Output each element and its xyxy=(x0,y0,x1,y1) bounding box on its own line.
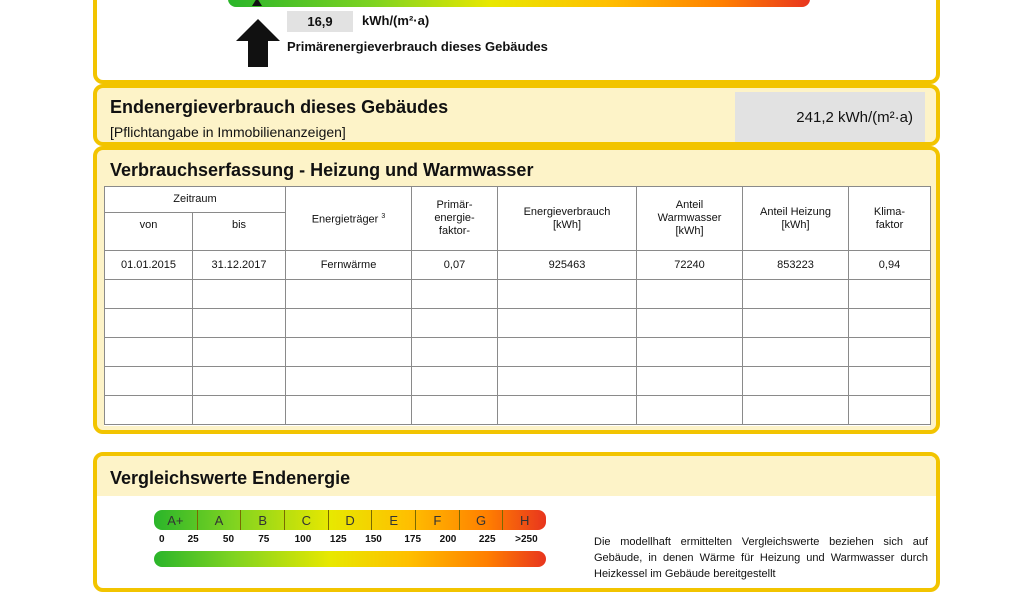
end-energy-value xyxy=(735,92,925,142)
header-klima-line2: faktor xyxy=(875,218,904,231)
end-energy-title: Endenergieverbrauch dieses Gebäudes xyxy=(110,97,449,117)
cell-primaerfaktor: 0,07 xyxy=(412,251,498,280)
end-energy-panel xyxy=(93,84,940,146)
scale-tick: 175 xyxy=(404,534,422,545)
header-zeitraum: Zeitraum xyxy=(105,187,286,213)
cell-klimafaktor: 0,94 xyxy=(849,251,931,280)
header-anteil-ww-line2: Warmwasser xyxy=(657,212,722,224)
class-label: A xyxy=(198,510,242,530)
header-primaerenergiefaktor xyxy=(412,187,498,251)
cell-bis: 31.12.2017 xyxy=(193,251,286,280)
up-arrow-icon xyxy=(236,19,280,67)
scale-tick: >250 xyxy=(515,534,538,545)
header-bis: bis xyxy=(193,213,286,251)
consumption-table-wrap xyxy=(104,186,930,426)
table-row xyxy=(105,251,931,280)
class-label: D xyxy=(329,510,373,530)
cell-anteil-warmwasser: 72240 xyxy=(637,251,743,280)
cell-anteil-heizung: 853223 xyxy=(743,251,849,280)
comparison-panel xyxy=(93,452,940,592)
header-von: von xyxy=(105,213,193,251)
header-anteil-heizung xyxy=(743,187,849,251)
comparison-description: Die modellhaft ermittelten Vergleichswerte beziehen sich auf Gebäude, in denen Wärme für Heizung und Warmwasser durch Heizkessel im Gebäude bereitgestellt xyxy=(594,536,928,580)
scale-tick: 150 xyxy=(365,534,382,545)
comparison-header xyxy=(97,456,936,496)
cell-energieverbrauch: 925463 xyxy=(498,251,637,280)
class-label: G xyxy=(460,510,504,530)
header-primaer-line1: Primär- xyxy=(436,199,473,211)
cell-energietraeger: Fernwärme xyxy=(286,251,412,280)
class-label: E xyxy=(372,510,416,530)
scale-tick: 25 xyxy=(187,534,199,545)
header-anteil-heizung-line2: [kWh] xyxy=(781,218,810,231)
end-energy-subtitle: [Pflichtangabe in Immobilienanzeigen] xyxy=(110,124,346,140)
header-energieverbrauch-line2: [kWh] xyxy=(552,218,582,231)
header-energieverbrauch-line1: Energieverbrauch xyxy=(523,205,611,218)
class-label: B xyxy=(241,510,285,530)
scale-tick: 50 xyxy=(222,534,235,545)
efficiency-class-bar xyxy=(154,510,546,530)
scale-tick: 75 xyxy=(258,534,270,545)
header-anteil-ww-line1: Anteil xyxy=(675,199,704,211)
class-label: C xyxy=(285,510,329,530)
scale-tick: 200 xyxy=(439,534,457,545)
class-label: A+ xyxy=(154,510,198,530)
header-energieverbrauch xyxy=(498,187,637,251)
table-row-empty xyxy=(105,309,931,338)
cell-von: 01.01.2015 xyxy=(105,251,193,280)
header-anteil-heizung-line1: Anteil Heizung xyxy=(760,205,831,218)
consumption-title: Verbrauchserfassung - Heizung und Warmwasser xyxy=(110,160,534,180)
scale-tick: 225 xyxy=(478,534,496,545)
header-klima-line1: Klima- xyxy=(873,205,906,218)
consumption-panel xyxy=(93,146,940,434)
header-klimafaktor xyxy=(849,187,931,251)
header-anteil-ww-line3: [kWh] xyxy=(675,225,704,237)
scale-tick: 125 xyxy=(329,534,347,545)
scale-numbers xyxy=(154,534,546,548)
scale-tick: 0 xyxy=(159,534,165,545)
primary-energy-unit: kWh/(m²·a) xyxy=(362,13,430,28)
comparison-scale-bar xyxy=(154,551,546,567)
header-energietraeger-footnote: 3 xyxy=(381,213,386,221)
header-primaer-line2: energie- xyxy=(434,212,475,224)
class-label: F xyxy=(416,510,460,530)
class-label: H xyxy=(520,512,530,528)
header-anteil-warmwasser xyxy=(637,187,743,251)
table-row-empty xyxy=(105,280,931,309)
header-energietraeger-label: Energieträger xyxy=(311,213,379,226)
table-row-empty xyxy=(105,396,931,425)
primary-energy-caption: Primärenergieverbrauch dieses Gebäudes xyxy=(287,39,548,54)
header-energietraeger xyxy=(286,187,412,251)
end-energy-value-text: 241,2 kWh/(m²·a) xyxy=(796,108,913,126)
scale-tick: 100 xyxy=(294,534,312,545)
table-row-empty xyxy=(105,367,931,396)
table-row-empty xyxy=(105,338,931,367)
primary-energy-value: 16,9 xyxy=(287,11,353,32)
consumption-table xyxy=(104,186,931,425)
primary-energy-scale-bar xyxy=(228,0,810,7)
comparison-title: Vergleichswerte Endenergie xyxy=(110,468,351,488)
header-primaer-line3: faktor- xyxy=(438,225,471,237)
